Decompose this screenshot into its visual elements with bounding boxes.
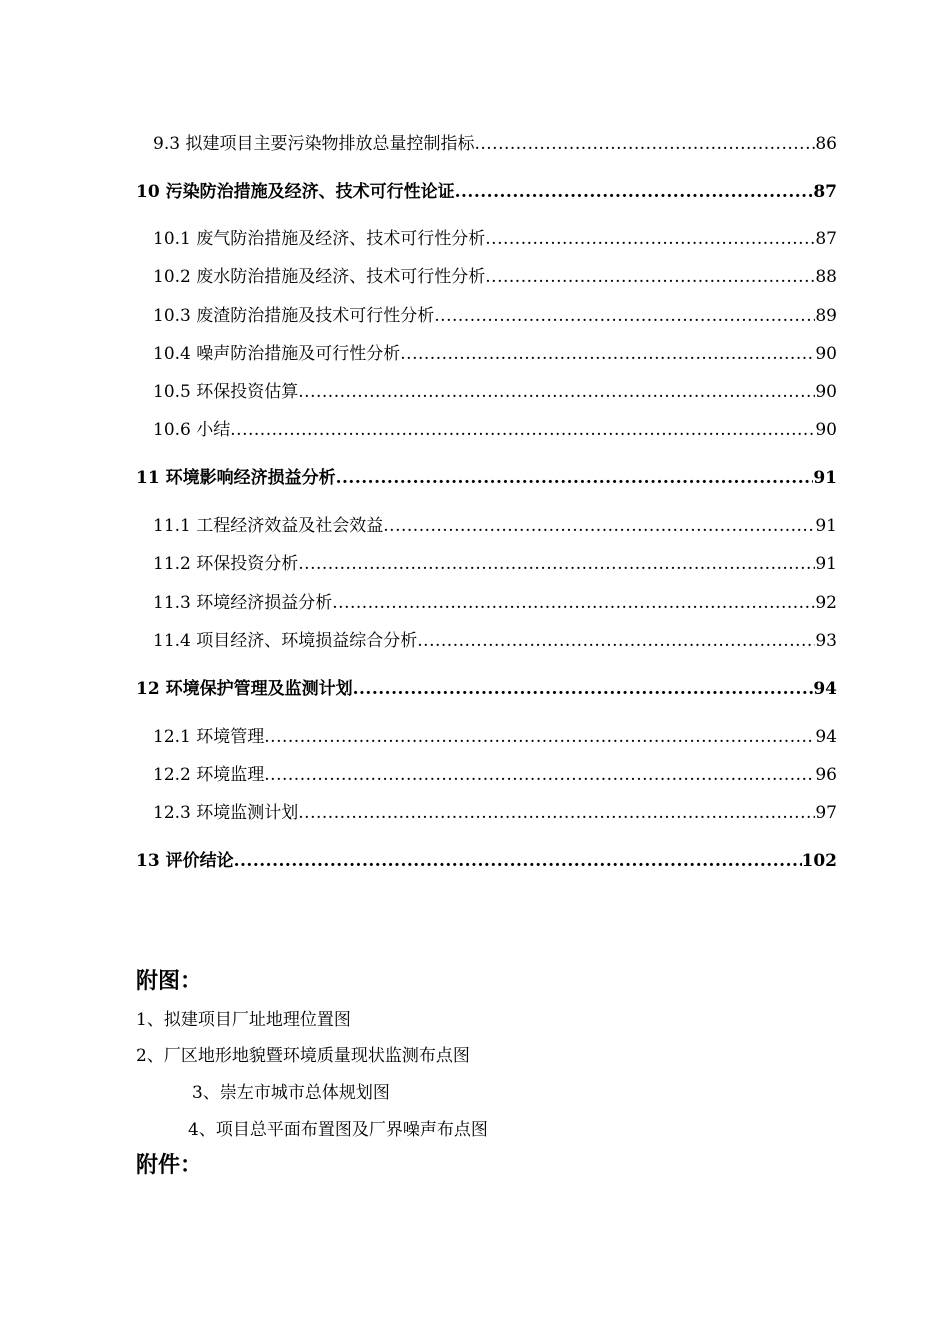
toc-entry[interactable]: [153, 227, 837, 251]
toc-page-number: 89: [815, 306, 837, 326]
toc-page-number: 87: [815, 229, 837, 249]
figure-item: 4、项目总平面布置图及厂界噪声布点图: [188, 1120, 488, 1140]
toc-page-number: 91: [815, 554, 837, 574]
toc-title: 9.3 拟建项目主要污染物排放总量控制指标: [153, 134, 475, 154]
toc-page-number: 87: [813, 182, 837, 202]
toc-entry[interactable]: [153, 725, 837, 749]
toc-title: 10.6 小结: [153, 420, 231, 440]
dot-leader: [434, 304, 815, 328]
dot-leader: [353, 677, 814, 701]
toc-page-number: 91: [815, 516, 837, 536]
toc-title: 12.1 环境管理: [153, 727, 265, 747]
toc-title: 12.3 环境监测计划: [153, 803, 299, 823]
dot-leader: [332, 591, 815, 615]
toc-entry[interactable]: [153, 629, 837, 653]
toc-page-number: 93: [815, 631, 837, 651]
toc-entry[interactable]: [153, 132, 837, 156]
toc-page-number: 91: [813, 468, 837, 488]
toc-page-number: 88: [815, 267, 837, 287]
toc-title: 11.1 工程经济效益及社会效益: [153, 516, 384, 536]
dot-leader: [336, 466, 814, 490]
toc-entry[interactable]: [153, 342, 837, 366]
toc-entry[interactable]: [153, 380, 837, 404]
toc-title: 10.4 噪声防治措施及可行性分析: [153, 344, 401, 364]
toc-page-number: 97: [815, 803, 837, 823]
figure-item: 3、崇左市城市总体规划图: [192, 1083, 390, 1103]
toc-entry[interactable]: [153, 552, 837, 576]
attachments-heading: 附件：: [136, 1152, 203, 1178]
toc-title: 11.2 环保投资分析: [153, 554, 299, 574]
toc-page-number: 96: [815, 765, 837, 785]
toc-page-number: 90: [815, 344, 837, 364]
dot-leader: [234, 849, 802, 873]
toc-entry[interactable]: [136, 849, 837, 873]
dot-leader: [485, 265, 815, 289]
toc-page-number: 90: [815, 382, 837, 402]
toc-entry[interactable]: [153, 418, 837, 442]
toc-title: 10.2 废水防治措施及经济、技术可行性分析: [153, 267, 486, 287]
toc-entry[interactable]: [153, 265, 837, 289]
dot-leader: [485, 227, 815, 251]
dot-leader: [298, 380, 815, 404]
toc-title: 10 污染防治措施及经济、技术可行性论证: [136, 182, 455, 202]
toc-entry[interactable]: [153, 801, 837, 825]
toc-entry[interactable]: [153, 304, 837, 328]
toc-title: 11.4 项目经济、环境损益综合分析: [153, 631, 418, 651]
toc-title: 13 评价结论: [136, 851, 234, 871]
toc-entry[interactable]: [136, 180, 837, 204]
toc-page-number: 90: [815, 420, 837, 440]
toc-title: 12 环境保护管理及监测计划: [136, 679, 353, 699]
toc-title: 11 环境影响经济损益分析: [136, 468, 336, 488]
figure-item: 1、拟建项目厂址地理位置图: [136, 1010, 351, 1030]
toc-title: 10.5 环保投资估算: [153, 382, 299, 402]
dot-leader: [474, 132, 815, 156]
dot-leader: [417, 629, 815, 653]
toc-entry[interactable]: [153, 591, 837, 615]
toc-entry[interactable]: [136, 677, 837, 701]
dot-leader: [455, 180, 814, 204]
toc-page-number: 92: [815, 593, 837, 613]
toc-entry[interactable]: [153, 763, 837, 787]
figures-heading: 附图：: [136, 968, 203, 994]
toc-title: 10.3 废渣防治措施及技术可行性分析: [153, 306, 435, 326]
toc-title: 11.3 环境经济损益分析: [153, 593, 333, 613]
toc-title: 10.1 废气防治措施及经济、技术可行性分析: [153, 229, 486, 249]
toc-page-number: 94: [815, 727, 837, 747]
dot-leader: [298, 801, 815, 825]
dot-leader: [264, 763, 815, 787]
dot-leader: [383, 514, 815, 538]
toc-entry[interactable]: [136, 466, 837, 490]
dot-leader: [264, 725, 815, 749]
toc-page-number: 94: [813, 679, 837, 699]
figure-item: 2、厂区地形地貌暨环境质量现状监测布点图: [136, 1046, 470, 1066]
toc-title: 12.2 环境监理: [153, 765, 265, 785]
toc-page-number: 102: [801, 851, 837, 871]
toc-page-number: 86: [815, 134, 837, 154]
dot-leader: [298, 552, 815, 576]
toc-entry[interactable]: [153, 514, 837, 538]
dot-leader: [230, 418, 815, 442]
dot-leader: [400, 342, 815, 366]
